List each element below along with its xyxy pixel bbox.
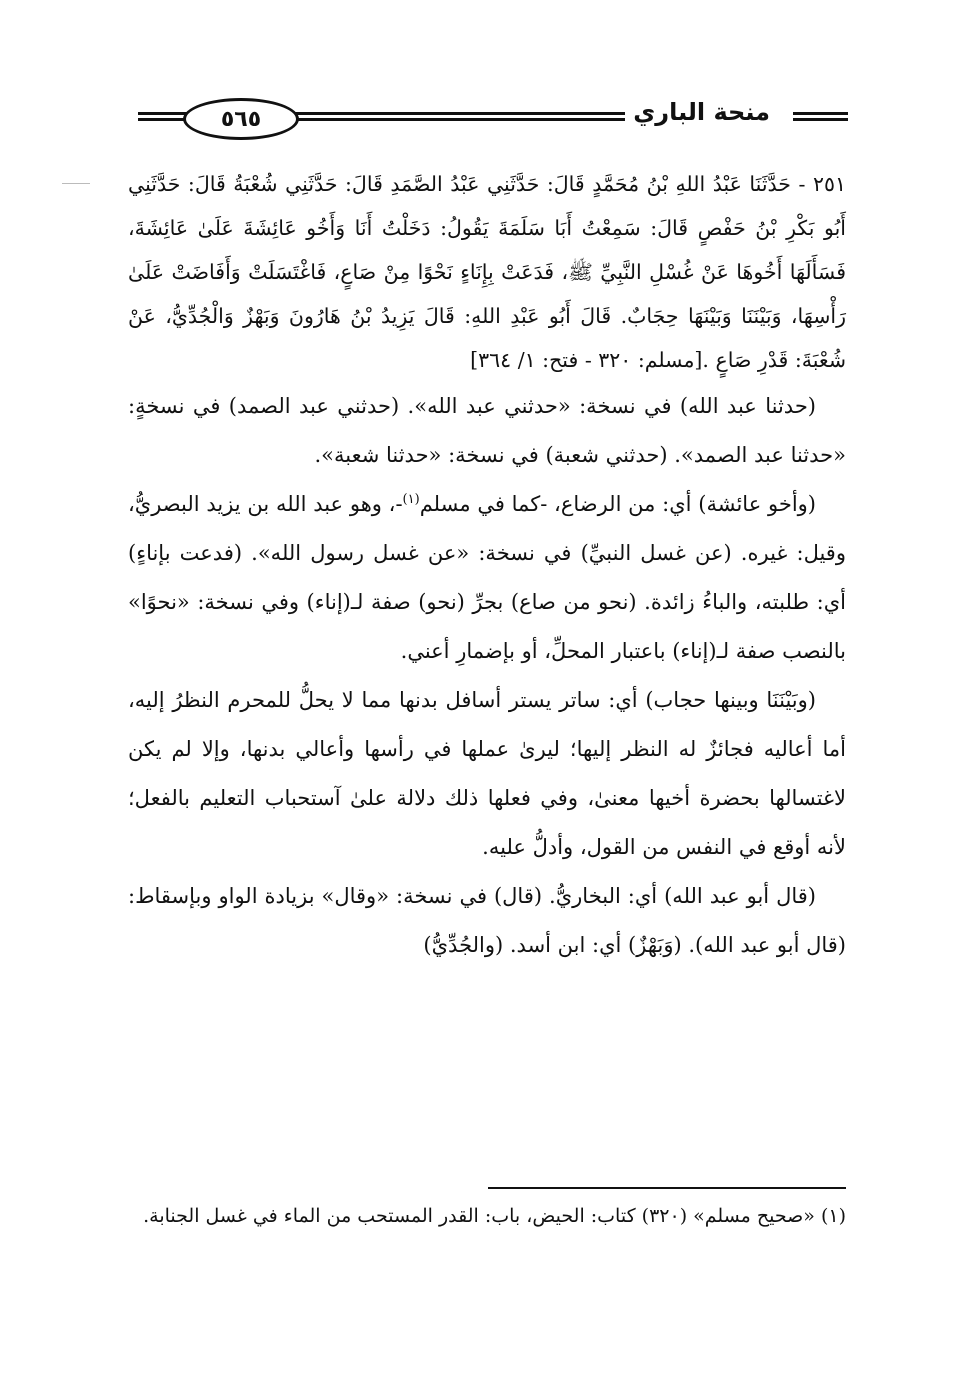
running-title: منحة الباري [625, 98, 778, 126]
header-rule-right [793, 112, 848, 124]
commentary-paragraph-3: (وبَيْنَنَا وبينها حجاب) أي: ساتر يستر أسافل بدنها مما لا يحلُّ للمحرم النظرُ إليه، أما أعاليه فجائزٌ له النظر إليها؛ ليرىٰ عملها في رأسها وأعالي بدنها، وإلا لم يكن لاغتسالها بحضرة أخيها معنىٰ، وفي فعلها ذلك دلالة علىٰ آستحباب التعليم بالفعل؛ لأنه أوقع في النفس من القول، وأدلُّ عليه. [128, 688, 846, 859]
hadith-text: ٢٥١ - حَدَّثَنَا عَبْدُ اللهِ بْنُ مُحَمَّدٍ قَالَ: حَدَّثَنِي عَبْدُ الصَّمَدِ قَالَ: حَدَّثَنِي شُعْبَةُ قَالَ: حَدَّثَنِي أَبُو بَكْرِ بْنُ حَفْصٍ قَالَ: سَمِعْتُ أَبَا سَلَمَةَ يَقُولُ: دَخَلْتُ أَنَا وَأَخُو عَائِشَةَ عَلَىٰ عَائِشَةَ، فَسَأَلَهَا أَخُوهَا عَنْ غُسْلِ النَّبِيِّ ﷺ، فَدَعَتْ بِإِنَاءٍ نَحْوًا مِنْ صَاعٍ، فَاغْتَسَلَتْ وَأَفَاضَتْ عَلَىٰ رَأْسِهَا، وَبَيْنَنَا وَبَيْنَهَا حِجَابٌ. قَالَ أَبُو عَبْدِ اللهِ: قَالَ يَزِيدُ بْنُ هَارُونَ وَبَهْزٌ وَالْجُدِّيُّ، عَنْ شُعْبَةَ: قَدْرِ صَاعٍ .[مسلم: ٣٢٠ - فتح: ١/ ٣٦٤] [128, 172, 846, 372]
page-number: ٥٦٥ [183, 98, 299, 140]
footnote: (١) «صحيح مسلم» (٣٢٠) كتاب: الحيض، باب: القدر المستحب من الماء في غسل الجنابة. [143, 1205, 846, 1227]
commentary-text: (وأخو عائشة) أي: من الرضاع، -كما في مسلم [419, 492, 816, 516]
main-text [128, 162, 846, 970]
commentary-paragraph-4: (قال أبو عبد الله) أي: البخاريُّ. (قال) في نسخة: «وقال» بزيادة الواو وبإسقاط: (قال أبو عبد الله). (وَبَهْزٌ) أي: ابن أسد. (والجُدِّيُّ) [128, 884, 846, 957]
margin-mark [62, 183, 90, 184]
page-header [128, 92, 848, 142]
commentary-paragraph-2 [128, 480, 846, 676]
footnote-reference[interactable]: (١) [402, 492, 420, 507]
footnote-separator [488, 1187, 846, 1189]
commentary-text: -، وهو عبد الله بن يزيد البصريُّ، وقيل: غيره. (عن غسل النبيِّ) في نسخة: «عن غسل رسول الله». (فدعت بإناءٍ) أي: طلبته، والباءُ زائدة. (نحو من صاع) بجرِّ (نحو) صفة لـ(إناء) وفي نسخة: «نحوًا» بالنصب صفة لـ(إناء) باعتبار المحلِّ، أو بإضمارِ أعني. [128, 492, 846, 663]
commentary-paragraph-1: (حدثنا عبد الله) في نسخة: «حدثني عبد الله». (حدثني عبد الصمد) في نسخةٍ: «حدثنا عبد الصمد». (حدثني شعبة) في نسخة: «حدثنا شعبة». [128, 394, 846, 467]
